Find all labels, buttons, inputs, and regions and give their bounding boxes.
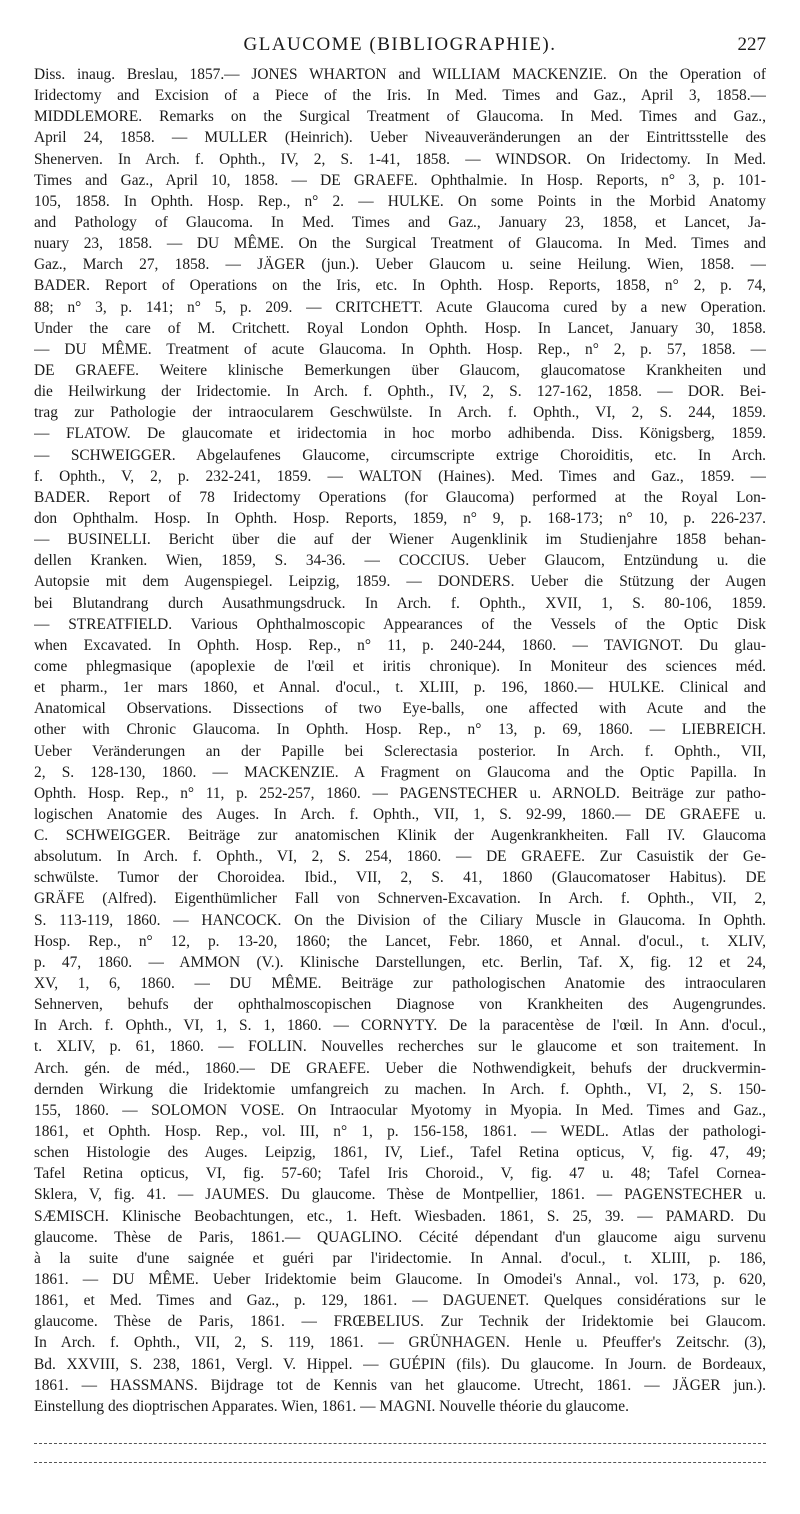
- text-line: BADER. Report of Operations on the Iris, etc. In Ophth. Hosp. Reports, 1858, n° 2, p. 74,: [34, 277, 766, 295]
- text-line: absolutum. In Arch. f. Ophth., VI, 2, S. 254, 1860. — DE GRAEFE. Zur Casuistik der Ge-: [34, 848, 766, 866]
- text-line: t. XLIV, p. 61, 1860. — FOLLIN. Nouvelles recherches sur le glaucome et son traitement. In: [34, 1038, 766, 1056]
- text-line: à la suite d'une saignée et guéri par l'iridectomie. In Annal. d'ocul., t. XLIII, p. 186,: [34, 1249, 766, 1267]
- text-line: and Pathology of Glaucoma. In Med. Times and Gaz., January 23, 1858, et Lancet, Ja-: [34, 213, 766, 231]
- text-line: die Heilwirkung der Iridectomie. In Arch. f. Ophth., IV, 2, S. 127-162, 1858. — DOR. Bei-: [34, 383, 766, 401]
- text-line: glaucome. Thèse de Paris, 1861.— QUAGLINO. Cécité dépendant d'un glaucome aigu survenu: [34, 1228, 766, 1246]
- text-line: Under the care of M. Critchett. Royal London Ophth. Hosp. In Lancet, January 30, 1858.: [34, 319, 766, 337]
- text-line: Arch. gén. de méd., 1860.— DE GRAEFE. Ueber die Nothwendigkeit, behufs der druckvermin-: [34, 1059, 766, 1077]
- bibliography-text: [34, 64, 766, 1417]
- text-line: 1861, et Ophth. Hosp. Rep., vol. III, n° 1, p. 156-158, 1861. — WEDL. Atlas der pathologi-: [34, 1123, 766, 1141]
- text-line: SÆMISCH. Klinische Beobachtungen, etc., 1. Heft. Wiesbaden. 1861, S. 25, 39. — PAMARD. Du: [34, 1207, 766, 1225]
- text-line: logischen Anatomie des Auges. In Arch. f. Ophth., VII, 1, S. 92-99, 1860.— DE GRAEFE u.: [34, 805, 766, 823]
- text-line: In Arch. f. Ophth., VI, 1, S. 1, 1860. — CORNYTY. De la paracentèse de l'œil. In Ann. d'ocul.,: [34, 1017, 766, 1035]
- footer-rule: [34, 1462, 766, 1463]
- text-line: — DU MÊME. Treatment of acute Glaucoma. In Ophth. Hosp. Rep., n° 2, p. 57, 1858. —: [34, 340, 766, 358]
- text-line: when Excavated. In Ophth. Hosp. Rep., n° 11, p. 240-244, 1860. — TAVIGNOT. Du glau-: [34, 636, 766, 654]
- text-line: Autopsie mit dem Augenspiegel. Leipzig, 1859. — DONDERS. Ueber die Stützung der Augen: [34, 573, 766, 591]
- text-line: Times and Gaz., April 10, 1858. — DE GRAEFE. Ophthalmie. In Hosp. Reports, n° 3, p. 101-: [34, 171, 766, 189]
- text-line: BADER. Report of 78 Iridectomy Operations (for Glaucoma) performed at the Royal Lon-: [34, 488, 766, 506]
- text-line: — STREATFIELD. Various Ophthalmoscopic Appearances of the Vessels of the Optic Disk: [34, 615, 766, 633]
- text-line: Shenerven. In Arch. f. Ophth., IV, 2, S. 1-41, 1858. — WINDSOR. On Iridectomy. In Med.: [34, 150, 766, 168]
- text-line: Diss. inaug. Breslau, 1857.— JONES WHARTON and WILLIAM MACKENZIE. On the Operation of: [34, 66, 766, 83]
- text-line: Tafel Retina opticus, VI, fig. 57-60; Tafel Iris Choroid., V, fig. 47 u. 48; Tafel Cornea-: [34, 1165, 766, 1183]
- text-line: Bd. XXVIII, S. 238, 1861, Vergl. V. Hippel. — GUÉPIN (fils). Du glaucome. In Journ. de Bordeaux,: [34, 1355, 766, 1373]
- text-line: 105, 1858. In Ophth. Hosp. Rep., n° 2. — HULKE. On some Points in the Morbid Anatomy: [34, 192, 766, 210]
- text-line: glaucome. Thèse de Paris, 1861. — FRŒBELIUS. Zur Technik der Iridektomie bei Glaucom.: [34, 1313, 766, 1331]
- text-line: nuary 23, 1858. — DU MÊME. On the Surgical Treatment of Glaucoma. In Med. Times and: [34, 235, 766, 253]
- text-line: 2, S. 128-130, 1860. — MACKENZIE. A Fragment on Glaucoma and the Optic Papilla. In: [34, 763, 766, 781]
- text-line: dernden Wirkung die Iridektomie umfangreich zu machen. In Arch. f. Ophth., VI, 2, S. 150-: [34, 1080, 766, 1098]
- text-line: — FLATOW. De glaucomate et iridectomia in hoc morbo adhibenda. Diss. Königsberg, 1859.: [34, 425, 766, 443]
- running-title: GLAUCOME (BIBLIOGRAPHIE).: [243, 34, 557, 55]
- text-line: Gaz., March 27, 1858. — JÄGER (jun.). Ueber Glaucom u. seine Heilung. Wien, 1858. —: [34, 256, 766, 274]
- text-line: schen Histologie des Auges. Leipzig, 1861, IV, Lief., Tafel Retina opticus, V, fig. 47, 49;: [34, 1144, 766, 1162]
- text-line: schwülste. Tumor der Choroidea. Ibid., VII, 2, S. 41, 1860 (Glaucomatoser Habitus). DE: [34, 869, 766, 887]
- text-line: come phlegmasique (apoplexie de l'œil et iritis chronique). In Moniteur des sciences méd.: [34, 657, 766, 675]
- text-line: other with Chronic Glaucoma. In Ophth. Hosp. Rep., n° 13, p. 69, 1860. — LIEBREICH.: [34, 721, 766, 739]
- text-line: Sehnerven, behufs der ophthalmoscopischen Diagnose von Krankheiten des Augengrundes.: [34, 996, 766, 1014]
- running-head: [34, 32, 766, 58]
- text-line: — BUSINELLI. Bericht über die auf der Wiener Augenklinik im Studienjahre 1858 behan-: [34, 531, 766, 549]
- text-line: Hosp. Rep., n° 12, p. 13-20, 1860; the Lancet, Febr. 1860, et Annal. d'ocul., t. XLIV,: [34, 932, 766, 950]
- text-line: Anatomical Observations. Dissections of two Eye-balls, one affected with Acute and the: [34, 700, 766, 718]
- text-line: Einstellung des dioptrischen Apparates. Wien, 1861. — MAGNI. Nouvelle théorie du glaucome.: [34, 1397, 629, 1415]
- text-line: 1861, et Med. Times and Gaz., p. 129, 1861. — DAGUENET. Quelques considérations sur le: [34, 1292, 766, 1310]
- footer-rule: [34, 1443, 766, 1444]
- text-line: Iridectomy and Excision of a Piece of the Iris. In Med. Times and Gaz., April 3, 1858.—: [34, 87, 766, 105]
- text-line: trag zur Pathologie der intraocularem Geschwülste. In Arch. f. Ophth., VI, 2, S. 244, 1859.: [34, 404, 766, 422]
- text-line: p. 47, 1860. — AMMON (V.). Klinische Darstellungen, etc. Berlin, Taf. X, fig. 12 et 24,: [34, 953, 766, 971]
- text-line: 88; n° 3, p. 141; n° 5, p. 209. — CRITCHETT. Acute Glaucoma cured by a new Operation.: [34, 298, 766, 316]
- text-line: Sklera, V, fig. 41. — JAUMES. Du glaucome. Thèse de Montpellier, 1861. — PAGENSTECHER u.: [34, 1186, 766, 1204]
- text-line: et pharm., 1er mars 1860, et Annal. d'ocul., t. XLIII, p. 196, 1860.— HULKE. Clinical and: [34, 679, 766, 697]
- text-line: dellen Kranken. Wien, 1859, S. 34-36. — COCCIUS. Ueber Glaucom, Entzündung u. die: [34, 552, 766, 570]
- text-line: Ueber Veränderungen an der Papille bei Sclerectasia posterior. In Arch. f. Ophth., VII,: [34, 742, 766, 760]
- text-line: DE GRAEFE. Weitere klinische Bemerkungen über Glaucom, glaucomatose Krankheiten und: [34, 361, 766, 379]
- text-line: C. SCHWEIGGER. Beiträge zur anatomischen Klinik der Augenkrankheiten. Fall IV. Glaucoma: [34, 827, 766, 845]
- text-line: MIDDLEMORE. Remarks on the Surgical Treatment of Glaucoma. In Med. Times and Gaz.,: [34, 108, 766, 126]
- text-line: 1861. — HASSMANS. Bijdrage tot de Kennis van het glaucome. Utrecht, 1861. — JÄGER jun.).: [34, 1376, 766, 1394]
- text-line: 1861. — DU MÊME. Ueber Iridektomie beim Glaucome. In Omodei's Annal., vol. 173, p. 620,: [34, 1271, 766, 1289]
- text-line: 155, 1860. — SOLOMON VOSE. On Intraocular Myotomy in Myopia. In Med. Times and Gaz.,: [34, 1101, 766, 1119]
- text-line: In Arch. f. Ophth., VII, 2, S. 119, 1861. — GRÜNHAGEN. Henle u. Pfeuffer's Zeitschr. (3),: [34, 1334, 766, 1352]
- text-line: don Ophthalm. Hosp. In Ophth. Hosp. Reports, 1859, n° 9, p. 168-173; n° 10, p. 226-237.: [34, 509, 766, 527]
- text-line: bei Blutandrang durch Ausathmungsdruck. In Arch. f. Ophth., XVII, 1, S. 80-106, 1859.: [34, 594, 766, 612]
- text-line: — SCHWEIGGER. Abgelaufenes Glaucome, circumscripte extrige Choroiditis, etc. In Arch.: [34, 446, 766, 464]
- text-line: S. 113-119, 1860. — HANCOCK. On the Division of the Ciliary Muscle in Glaucoma. In Ophth.: [34, 911, 766, 929]
- page-number: 227: [737, 34, 766, 55]
- text-line: Ophth. Hosp. Rep., n° 11, p. 252-257, 1860. — PAGENSTECHER u. ARNOLD. Beiträge zur patho-: [34, 784, 766, 802]
- text-line: April 24, 1858. — MULLER (Heinrich). Ueber Niveauveränderungen an der Eintrittsstelle des: [34, 129, 766, 147]
- text-line: GRÄFE (Alfred). Eigenthümlicher Fall von Schnerven-Excavation. In Arch. f. Ophth., VII, 2,: [34, 890, 766, 908]
- text-line: XV, 1, 6, 1860. — DU MÊME. Beiträge zur pathologischen Anatomie des intraocularen: [34, 975, 766, 993]
- text-line: f. Ophth., V, 2, p. 232-241, 1859. — WALTON (Haines). Med. Times and Gaz., 1859. —: [34, 467, 766, 485]
